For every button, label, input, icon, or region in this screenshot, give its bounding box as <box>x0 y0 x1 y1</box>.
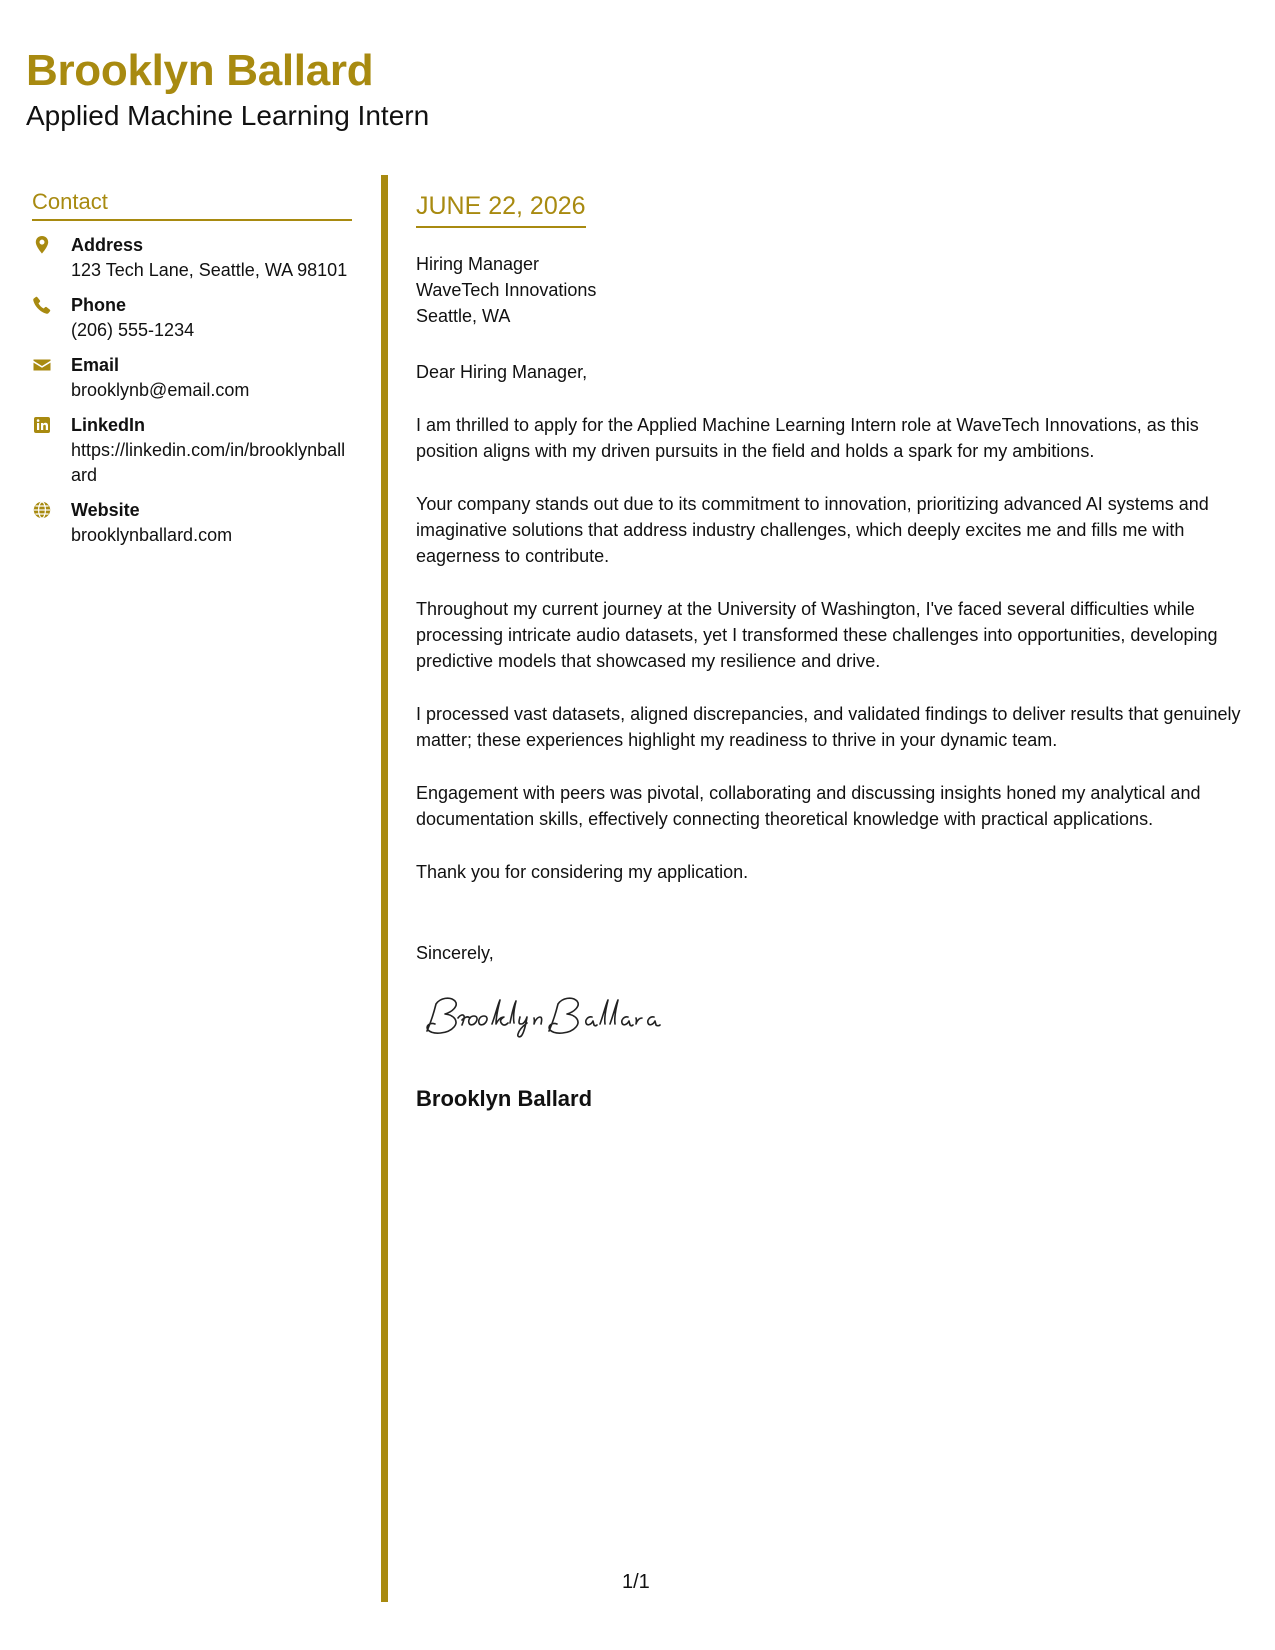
phone-icon <box>32 295 52 315</box>
map-pin-icon <box>32 235 52 255</box>
address-value: 123 Tech Lane, Seattle, WA 98101 <box>71 260 348 280</box>
page-number: 1/1 <box>622 1571 650 1593</box>
letter-paragraph: Throughout my current journey at the University of Washington, I've faced several difficulties while processing intricate audio datasets, yet I transformed these challenges into opportunities, developing predictive models that showcased my resilience and drive. <box>416 599 1218 671</box>
handwritten-signature <box>414 990 704 1046</box>
closing: Sincerely, <box>416 943 494 963</box>
contact-item-phone <box>32 293 352 343</box>
signer-name: Brooklyn Ballard <box>416 1086 593 1111</box>
contact-item-address <box>32 233 352 283</box>
phone-value: (206) 555-1234 <box>71 320 195 340</box>
applicant-role: Applied Machine Learning Intern <box>26 100 430 131</box>
contact-list <box>32 233 352 558</box>
email-value[interactable]: brooklynb@email.com <box>71 380 250 400</box>
letter-body <box>416 359 1246 912</box>
address-label: Address <box>71 235 144 255</box>
letter-paragraph: Your company stands out due to its commitment to innovation, prioritizing advanced AI systems and imaginative solutions that address industry challenges, which deeply excites me and fills me with eagerness to contribute. <box>416 494 1209 566</box>
recipient-location: Seattle, WA <box>416 306 511 326</box>
contact-heading: Contact <box>32 189 352 221</box>
salutation: Dear Hiring Manager, <box>416 362 588 382</box>
contact-item-linkedin <box>32 413 352 488</box>
website-value[interactable]: brooklynballard.com <box>71 525 233 545</box>
phone-label: Phone <box>71 295 127 315</box>
linkedin-label: LinkedIn <box>71 415 146 435</box>
letter-paragraph: Engagement with peers was pivotal, collaborating and discussing insights honed my analytical and documentation skills, effectively connecting theoretical knowledge with practical applications. <box>416 783 1201 829</box>
recipient-company: WaveTech Innovations <box>416 280 597 300</box>
linkedin-icon <box>32 415 52 435</box>
recipient-title: Hiring Manager <box>416 254 540 274</box>
letter-paragraph: I am thrilled to apply for the Applied Machine Learning Intern role at WaveTech Innovations, as this position aligns with my driven pursuits in the field and holds a spark for my ambitions. <box>416 415 1199 461</box>
column-divider <box>381 175 388 1602</box>
website-label: Website <box>71 500 140 520</box>
letter-date: JUNE 22, 2026 <box>416 191 586 228</box>
contact-item-website <box>32 498 352 548</box>
email-label: Email <box>71 355 120 375</box>
envelope-icon <box>32 355 52 375</box>
contact-item-email <box>32 353 352 403</box>
linkedin-value[interactable]: https://linkedin.com/in/brooklynballard <box>71 440 346 485</box>
globe-icon <box>32 500 52 520</box>
applicant-name: Brooklyn Ballard <box>26 46 374 95</box>
letter-paragraph: I processed vast datasets, aligned discrepancies, and validated findings to deliver results that genuinely matter; these experiences highlight my readiness to thrive in your dynamic team. <box>416 704 1241 750</box>
letter-paragraph: Thank you for considering my application. <box>416 862 749 882</box>
recipient-block <box>416 251 596 329</box>
